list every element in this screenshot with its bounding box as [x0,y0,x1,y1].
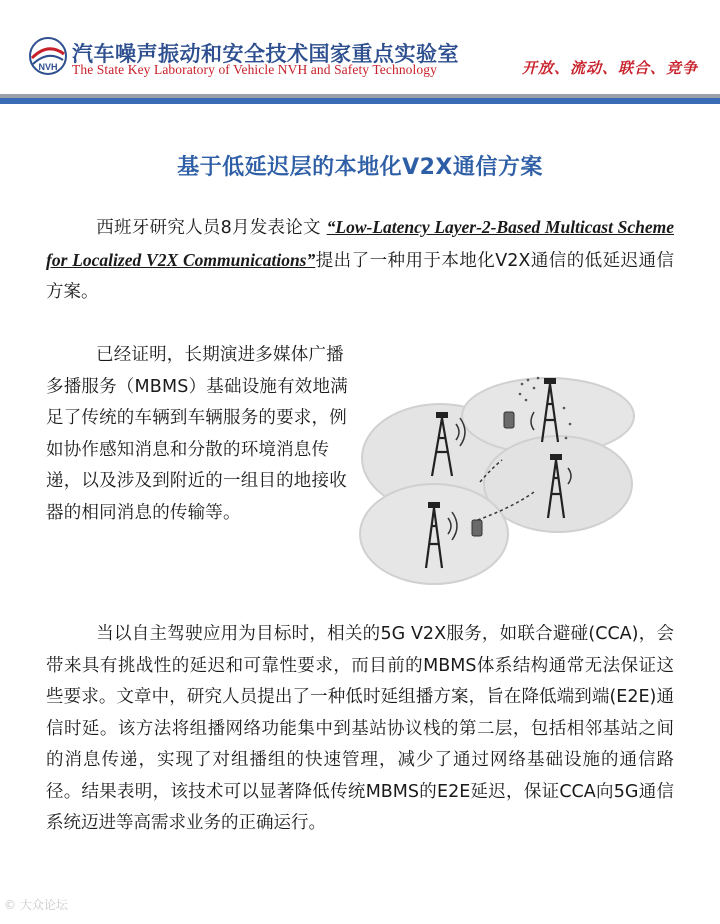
paragraph-intro [46,212,674,309]
page-header [0,0,720,104]
header-divider-blue [0,98,720,104]
cell-tower-network-icon [352,372,638,590]
intro-prefix: 西班牙研究人员8月发表论文 [96,218,321,238]
slogan: 开放、流动、联合、竞争 [521,59,698,77]
mbms-text: 已经证明，长期演进多媒体广播多播服务（MBMS）基础设施有效地满足了传统的车辆到车辆服务的要求，例如协作感知消息和分散的环境消息传递，以及涉及到附近的一组目的地接收器的相同消息的传输等。 [46,345,348,523]
paragraph-mbms [46,340,350,529]
lab-logo [28,36,68,76]
article-title: 基于低延迟层的本地化V2X通信方案 [177,155,543,180]
paragraph-proposal [46,619,674,840]
svg-text:NVH: NVH [38,62,58,72]
org-name-en: The State Key Laboratory of Vehicle NVH and Safety Technology [72,62,437,77]
proposal-text: 当以自主驾驶应用为目标时，相关的5G V2X服务，如联合避碰(CCA)，会带来具有挑战性的延迟和可靠性要求，而目前的MBMS体系结构通常无法保证这些要求。文章中，研究人员提出了一种低时延组播方案，旨在降低端到端(E2E)通信时延。该方法将组播网络功能集中到基站协议栈的第二层，包括相邻基站之间的消息传递，实现了对组播组的快速管理，减少了通过网络基础设施的通信路径。结果表明，该技术可以显著降低传统MBMS的E2E延迟，保证CCA向5G通信系统迈进等高需求业务的正确运行。 [46,624,674,833]
paper-reference: “Low-Latency Layer-2-Based Multicast Scheme for Localized V2X Communications” [46,217,674,270]
intro-suffix: 提出了一种用于本地化V2X通信的低延迟通信方案。 [46,250,675,302]
watermark: © 大众论坛 [4,898,68,912]
org-name-cn: 汽车噪声振动和安全技术国家重点实验室 [72,42,459,66]
